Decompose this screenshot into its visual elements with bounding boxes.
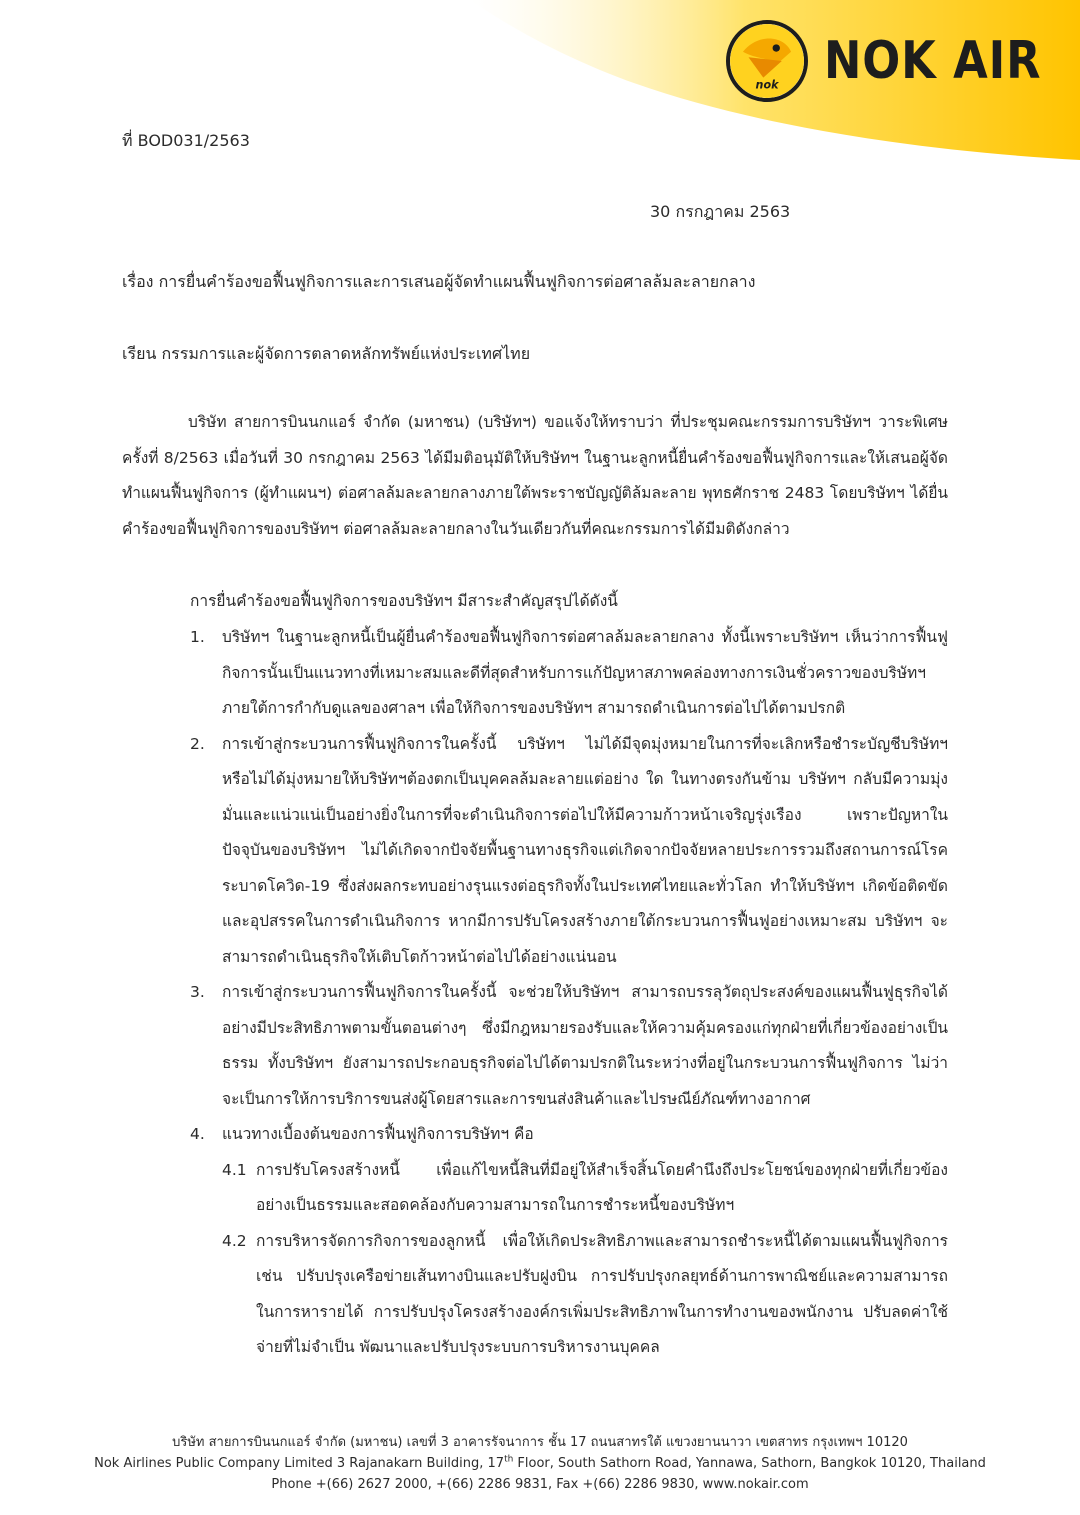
list-item-number: 4. [190,1125,205,1143]
nok-air-logo [726,20,1077,102]
sub-item-number: 4.2 [222,1231,247,1250]
footer-address-thai: บริษัท สายการบินนกแอร์ จำกัด (มหาชน) เลขที่ 3 อาคารรัจนาการ ชั้น 17 ถนนสาทรใต้ แขวงยานนาวา เขตสาทร กรุงเทพฯ 10120 [172,1435,908,1450]
sub-list-item [222,1153,948,1224]
intro-paragraph: บริษัท สายการบินนกแอร์ จำกัด (มหาชน) (บริษัทฯ) ขอแจ้งให้ทราบว่า ที่ประชุมคณะกรรมการบริษัทฯ วาระพิเศษครั้งที่ 8/2563 เมื่อวันที่ 30 กรกฎาคม 2563 ได้มีมติอนุมัติให้บริษัทฯ ในฐานะลูกหนี้ยื่นคำร้องขอฟื้นฟูกิจการและให้เสนอผู้จัดทำแผนฟื้นฟูกิจการ (ผู้ทำแผนฯ) ต่อศาลล้มละลายกลางภายใต้พระราชบัญญัติล้มละลาย พุทธศักราช 2483 โดยบริษัทฯ ได้ยื่นคำร้องขอฟื้นฟูกิจการของบริษัทฯ ต่อศาลล้มละลายกลางในวันเดียวกันที่คณะกรรมการได้มีมติดังกล่าว [122,413,948,538]
letter-date: 30 กรกฎาคม 2563 [650,202,791,221]
footer-floor-suffix: th [504,1454,514,1465]
logo-wordmark: NOK AIR [824,31,1042,91]
list-item-number: 1. [190,628,205,646]
footer-address-english [0,1453,1080,1474]
list-item [190,727,948,976]
logo-mark-text: nok [755,78,779,92]
sub-item-text: การบริหารจัดการกิจการของลูกหนี้ เพื่อให้เกิดประสิทธิภาพและสามารถชำระหนี้ได้ตามแผนฟื้นฟูกิจการ เช่น ปรับปรุงเครือข่ายเส้นทางบินและปรับฝูงบิน การปรับปรุงกลยุทธ์ด้านการพาณิชย์และความสามารถในการหารายได้ การปรับปรุงโครงสร้างองค์กรเพิ่มประสิทธิภาพในการทำงานของพนักงาน ปรับลดค่าใช้จ่ายที่ไม่จำเป็น พัฒนาและปรับปรุงระบบการบริหารงานบุคคล [256,1231,948,1356]
list-item-number: 2. [190,734,205,753]
nok-bird-logo-icon [726,20,808,102]
summary-lead: การยื่นคำร้องขอฟื้นฟูกิจการของบริษัทฯ มีสาระสำคัญสรุปได้ดังนี้ [190,592,618,610]
summary-list [190,620,948,1366]
list-item-number: 3. [190,983,205,1001]
list-item [190,1117,948,1153]
list-item [190,975,948,1117]
sub-item-number: 4.1 [222,1160,247,1179]
company-footer [0,1432,1080,1495]
letter-recipient: เรียน กรรมการและผู้จัดการตลาดหลักทรัพย์แห่งประเทศไทย [122,344,531,363]
footer-address-part: Floor, South Sathorn Road, Yannawa, Sathorn, Bangkok 10120, Thailand [513,1456,986,1471]
sub-item-text: การปรับโครงสร้างหนี้ เพื่อแก้ไขหนี้สินที่มีอยู่ให้สำเร็จสิ้นโดยคำนึงถึงประโยชน์ของทุกฝ่ายที่เกี่ยวข้องอย่างเป็นธรรมและสอดคล้องกับความสามารถในการชำระหนี้ของบริษัทฯ [256,1160,948,1214]
list-item-text: การเข้าสู่กระบวนการฟื้นฟูกิจการในครั้งนี้ จะช่วยให้บริษัทฯ สามารถบรรลุวัตถุประสงค์ของแผนฟื้นฟูธุรกิจได้อย่างมีประสิทธิภาพตามขั้นตอนต่างๆ ซึ่งมีกฎหมายรองรับและให้ความคุ้มครองแก่ทุกฝ่ายที่เกี่ยวข้องอย่างเป็นธรรม ทั้งบริษัทฯ ยังสามารถประกอบธุรกิจต่อไปได้ตามปรกติในระหว่างที่อยู่ในกระบวนการฟื้นฟูกิจการ ไม่ว่าจะเป็นการให้การบริการขนส่งผู้โดยสารและการขนส่งสินค้าและไปรษณีย์ภัณฑ์ทางอากาศ [222,983,948,1108]
list-item-text: แนวทางเบื้องต้นของการฟื้นฟูกิจการบริษัทฯ คือ [222,1125,534,1143]
sub-list-item [222,1224,948,1366]
list-item-text: การเข้าสู่กระบวนการฟื้นฟูกิจการในครั้งนี้ บริษัทฯ ไม่ได้มีจุดมุ่งหมายในการที่จะเลิกหรือชำระบัญชีบริษัทฯ หรือไม่ได้มุ่งหมายให้บริษัทฯต้องตกเป็นบุคคลล้มละลายแต่อย่าง ใด ในทางตรงกันข้าม บริษัทฯ กลับมีความมุ่งมั่นและแน่วแน่เป็นอย่างยิ่งในการที่จะดำเนินกิจการต่อไปให้มีความก้าวหน้าเจริญรุ่งเรือง เพราะปัญหาในปัจจุบันของบริษัทฯ ไม่ได้เกิดจากปัจจัยพื้นฐานทางธุรกิจแต่เกิดจากปัจจัยหลายประการรวมถึงสถานการณ์โรคระบาดโควิด-19 ซึ่งส่งผลกระทบอย่างรุนแรงต่อธุรกิจทั้งในประเทศไทยและทั่วโลก ทำให้บริษัทฯ เกิดข้อติดขัดและอุปสรรคในการดำเนินกิจการ หากมีการปรับโครงสร้างภายใต้กระบวนการฟื้นฟูอย่างเหมาะสม บริษัทฯ จะสามารถดำเนินธุรกิจให้เติบโตก้าวหน้าต่อไปได้อย่างแน่นอน [222,734,948,966]
footer-address-part: Nok Airlines Public Company Limited 3 Rajanakarn Building, 17 [94,1456,505,1471]
reference-number: ที่ BOD031/2563 [122,131,250,150]
footer-contact: Phone +(66) 2627 2000, +(66) 2286 9831, Fax +(66) 2286 9830, www.nokair.com [271,1477,809,1492]
letter-subject: เรื่อง การยื่นคำร้องขอฟื้นฟูกิจการและการเสนอผู้จัดทำแผนฟื้นฟูกิจการต่อศาลล้มละลายกลาง [122,272,756,291]
list-item-text: บริษัทฯ ในฐานะลูกหนี้เป็นผู้ยื่นคำร้องขอฟื้นฟูกิจการต่อศาลล้มละลายกลาง ทั้งนี้เพราะบริษัทฯ เห็นว่าการฟื้นฟูกิจการนั้นเป็นแนวทางที่เหมาะสมและดีที่สุดสำหรับการแก้ปัญหาสภาพคล่องทางการเงินชั่วคราวของบริษัทฯ ภายใต้การกำกับดูแลของศาลฯ เพื่อให้กิจการของบริษัทฯ สามารถดำเนินการต่อไปได้ตามปรกติ [222,628,948,717]
list-item [190,620,948,727]
